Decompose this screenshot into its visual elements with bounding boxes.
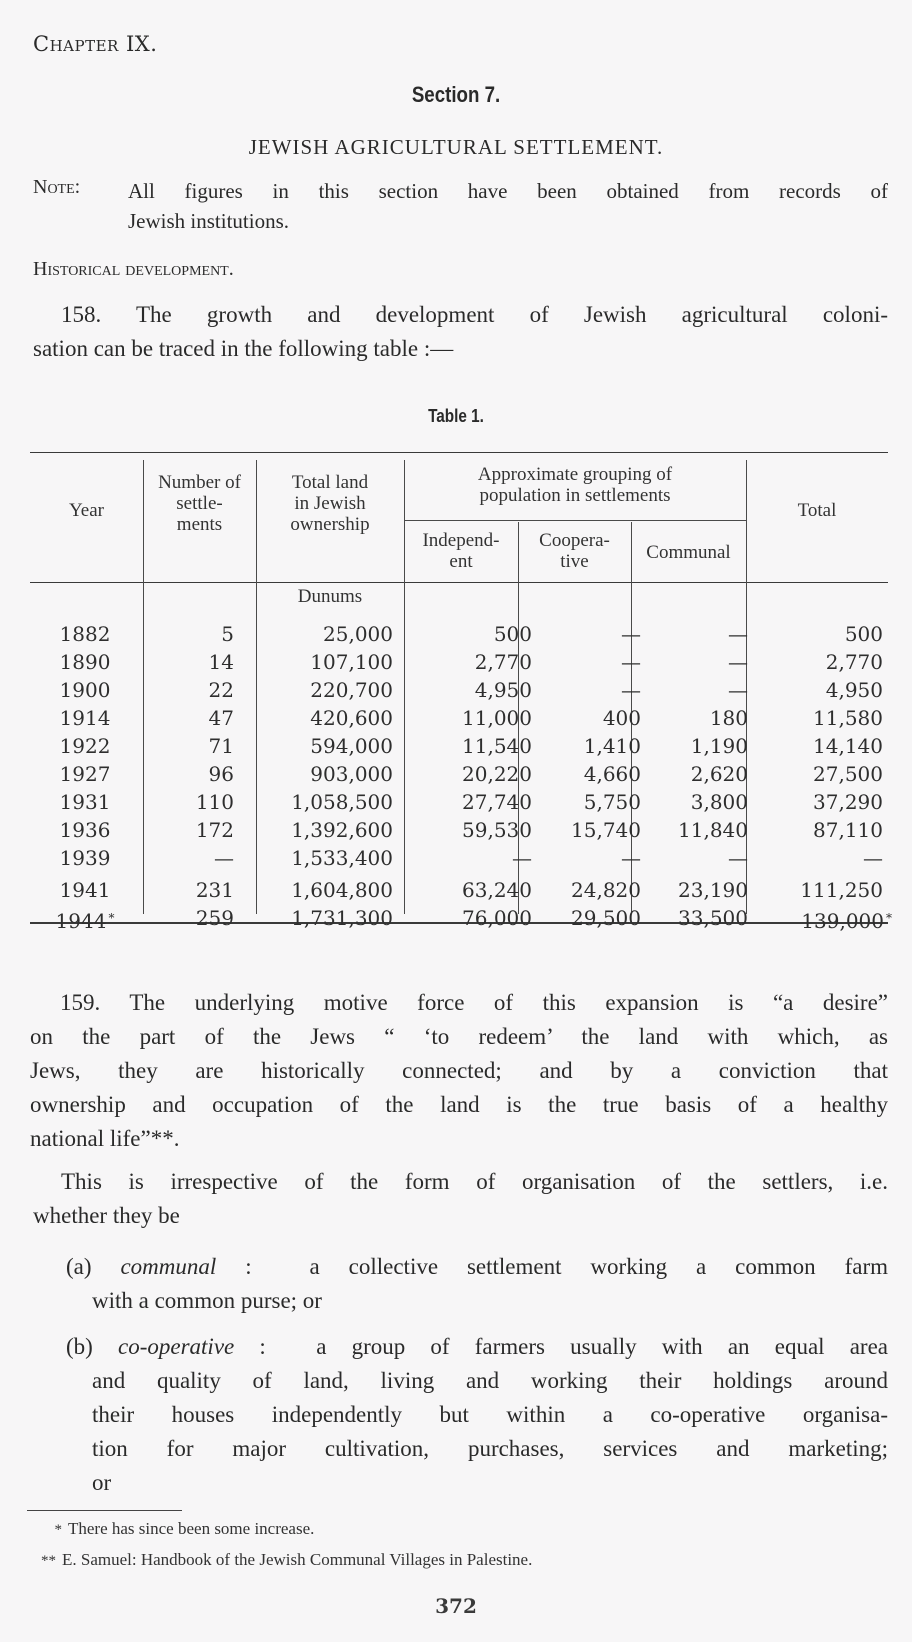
cell-cooperative: 400 — [602, 706, 641, 730]
cell-independent: 20,220 — [462, 762, 532, 786]
header-total-land — [256, 472, 404, 535]
header-line: population in settlements — [479, 485, 671, 506]
list-item-line: their houses independently but within a co-operative organisa- — [92, 1402, 888, 1427]
cell-cooperative: — — [621, 622, 641, 646]
footnote-text: There has since been some increase. — [68, 1519, 315, 1538]
section-title: Section 7. — [411, 82, 501, 107]
cell-cooperative: 5,750 — [583, 790, 641, 814]
cell-year: 1939 — [59, 846, 111, 870]
note-line: All figures in this section have been obtained from records of — [128, 179, 888, 203]
cell-year: 1900 — [59, 678, 111, 702]
note-text — [128, 176, 888, 236]
footnote-2 — [40, 1550, 532, 1570]
footnote-marker: * — [886, 911, 892, 925]
cell-independent: 59,530 — [462, 818, 532, 842]
cell-total: 11,580 — [813, 706, 883, 730]
cell-land: 1,533,400 — [291, 846, 393, 870]
header-total: Total — [797, 500, 837, 521]
header-line: ments — [176, 514, 223, 535]
header-line: Coopera- — [539, 530, 610, 551]
separator: : — [216, 1254, 310, 1279]
cell-year — [30, 904, 140, 935]
list-item-line: and quality of land, living and working their holdings around — [92, 1368, 888, 1393]
table-row — [30, 760, 888, 788]
table-row — [30, 676, 888, 704]
table-row — [30, 648, 888, 676]
header-independent — [404, 530, 518, 572]
cell-independent: 11,000 — [462, 706, 532, 730]
cell-communal: — — [728, 846, 748, 870]
cell-cooperative: — — [621, 678, 641, 702]
cell-independent: 500 — [493, 622, 532, 646]
footnote-rule — [27, 1510, 182, 1511]
cell-cooperative: — — [621, 846, 641, 870]
total-value: 139,000 — [801, 909, 884, 933]
list-item-line: or — [92, 1470, 112, 1495]
header-line: tive — [560, 551, 589, 572]
cell-communal: 180 — [709, 706, 748, 730]
header-line: ent — [449, 551, 473, 572]
paragraph-line: Jews, they are historically connected; and by a conviction that — [30, 1058, 888, 1083]
cell-land: 420,600 — [310, 706, 393, 730]
cell-year: 1890 — [59, 650, 111, 674]
cell-cooperative: 24,820 — [571, 878, 641, 902]
cell-independent: 63,240 — [462, 878, 532, 902]
page-number: 372 — [435, 1594, 477, 1618]
paragraph-line: on the part of the Jews “ ‘to redeem’ the land with which, as — [30, 1024, 888, 1049]
paragraph-irrespective — [33, 1165, 888, 1233]
cell-year: 1922 — [59, 734, 111, 758]
table-row — [30, 904, 892, 933]
cell-settlements: 172 — [195, 818, 234, 842]
cell-land: 220,700 — [310, 678, 393, 702]
header-line: ownership — [290, 514, 370, 535]
cell-land: 1,604,800 — [291, 878, 393, 902]
cell-total: 111,250 — [800, 878, 883, 902]
header-line: Approximate grouping of — [477, 464, 673, 485]
header-num-settlements — [143, 472, 256, 535]
cell-independent: 27,740 — [462, 790, 532, 814]
cell-communal: 3,800 — [690, 790, 748, 814]
cell-cooperative: — — [621, 650, 641, 674]
cell-settlements: — — [214, 846, 234, 870]
paragraph-line: whether they be — [33, 1203, 180, 1228]
paragraph-line: national life”**. — [30, 1126, 180, 1151]
cell-land: 25,000 — [323, 622, 393, 646]
cell-total: 2,770 — [825, 650, 883, 674]
header-cooperative — [518, 530, 631, 572]
table-caption: Table 1. — [428, 406, 484, 426]
cell-settlements: 14 — [208, 650, 234, 674]
cell-year: 1882 — [59, 622, 111, 646]
cell-settlements: 96 — [208, 762, 234, 786]
table-row — [30, 816, 888, 844]
cell-communal: 1,190 — [690, 734, 748, 758]
cell-year: 1927 — [59, 762, 111, 786]
cell-communal: 23,190 — [678, 878, 748, 902]
header-line: in Jewish — [294, 493, 366, 514]
header-communal: Communal — [646, 542, 731, 563]
cell-communal: 11,840 — [678, 818, 748, 842]
paragraph-line: ownership and occupation of the land is the true basis of a healthy — [30, 1092, 888, 1117]
table-row — [30, 788, 888, 816]
cell-land: 1,731,300 — [291, 906, 393, 930]
header-grouping — [404, 464, 746, 506]
cell-independent: 4,950 — [474, 678, 532, 702]
cell-cooperative: 15,740 — [571, 818, 641, 842]
cell-cooperative: 1,410 — [583, 734, 641, 758]
footnote-marker: * — [108, 911, 115, 925]
table-row — [30, 876, 888, 904]
list-item-line: tion for major cultivation, purchases, services and marketing; — [92, 1436, 888, 1461]
cell-land: 903,000 — [310, 762, 393, 786]
paragraph-158 — [33, 298, 888, 366]
historical-development-heading: Historical development. — [33, 258, 234, 280]
paragraph-line: 159. The underlying motive force of this expansion is “a desire” — [60, 990, 888, 1015]
cell-total: 27,500 — [813, 762, 883, 786]
list-item-communal — [66, 1250, 888, 1318]
table-top-rule — [30, 452, 888, 453]
header-line: Independ- — [422, 530, 500, 551]
cell-settlements: 259 — [195, 906, 234, 930]
table-header-rule — [30, 582, 888, 583]
list-item-line — [66, 1250, 888, 1284]
cell-cooperative: 4,660 — [583, 762, 641, 786]
list-item-cooperative — [66, 1330, 888, 1500]
separator: : — [234, 1334, 317, 1359]
note-label: Note: — [33, 176, 81, 198]
cell-land: 594,000 — [310, 734, 393, 758]
cell-total: 87,110 — [813, 818, 883, 842]
cell-total: 4,950 — [825, 678, 883, 702]
cell-total: — — [863, 846, 883, 870]
cell-settlements: 231 — [195, 878, 234, 902]
footnote-marker: ** — [41, 1553, 56, 1569]
cell-communal: 2,620 — [690, 762, 748, 786]
cell-year: 1931 — [59, 790, 111, 814]
cell-independent: 2,770 — [474, 650, 532, 674]
unit-label: Dunums — [297, 586, 363, 607]
cell-settlements: 22 — [208, 678, 234, 702]
chapter-heading: Chapter IX. — [33, 32, 158, 56]
cell-total: 500 — [844, 622, 883, 646]
cell-total: 14,140 — [813, 734, 883, 758]
defined-term: communal — [120, 1254, 217, 1279]
note-line: Jewish institutions. — [128, 209, 290, 233]
paragraph-line: sation can be traced in the following table :— — [33, 336, 454, 361]
footnote-1 — [46, 1519, 314, 1539]
paragraph-159 — [30, 986, 888, 1156]
list-item-line — [66, 1330, 888, 1364]
list-marker: (a) — [66, 1254, 92, 1279]
table-row — [30, 620, 888, 648]
cell-communal: 33,500 — [678, 906, 748, 930]
paragraph-line: This is irrespective of the form of organisation of the settlers, i.e. — [61, 1169, 888, 1194]
cell-land: 1,058,500 — [291, 790, 393, 814]
cell-settlements: 71 — [208, 734, 234, 758]
footnote-marker: * — [54, 1522, 62, 1538]
cell-communal: — — [728, 650, 748, 674]
table-row — [30, 732, 888, 760]
cell-land: 1,392,600 — [291, 818, 393, 842]
cell-independent: — — [512, 846, 532, 870]
cell-year: 1936 — [59, 818, 111, 842]
table-row — [30, 704, 888, 732]
cell-independent: 11,540 — [462, 734, 532, 758]
cell-settlements: 47 — [208, 706, 234, 730]
paragraph-line: 158. The growth and development of Jewish agricultural coloni- — [61, 302, 888, 327]
cell-year: 1941 — [59, 878, 111, 902]
list-item-line: with a common purse; or — [92, 1288, 322, 1313]
cell-communal: — — [728, 678, 748, 702]
page-title: JEWISH AGRICULTURAL SETTLEMENT. — [248, 135, 664, 159]
header-line: Total land — [291, 472, 369, 493]
cell-year: 1914 — [59, 706, 111, 730]
cell-land: 107,100 — [310, 650, 393, 674]
cell-independent: 76,000 — [462, 906, 532, 930]
cell-communal: — — [728, 622, 748, 646]
cell-total — [750, 904, 892, 935]
definition-text: a collective settlement working a common farm — [309, 1254, 889, 1279]
definition-text: a group of farmers usually with an equal area — [316, 1334, 889, 1359]
cell-settlements: 5 — [221, 622, 234, 646]
defined-term: co-operative — [118, 1334, 235, 1359]
footnote-text: E. Samuel: Handbook of the Jewish Communal Villages in Palestine. — [62, 1550, 533, 1569]
group-header-rule — [404, 520, 746, 521]
header-line: settle- — [176, 493, 223, 514]
cell-settlements: 110 — [195, 790, 234, 814]
header-line: Number of — [158, 472, 241, 493]
table-row — [30, 844, 888, 872]
list-marker: (b) — [66, 1334, 93, 1359]
year-value: 1944 — [55, 909, 107, 933]
cell-total: 37,290 — [813, 790, 883, 814]
cell-cooperative: 29,500 — [571, 906, 641, 930]
header-year: Year — [68, 500, 104, 521]
